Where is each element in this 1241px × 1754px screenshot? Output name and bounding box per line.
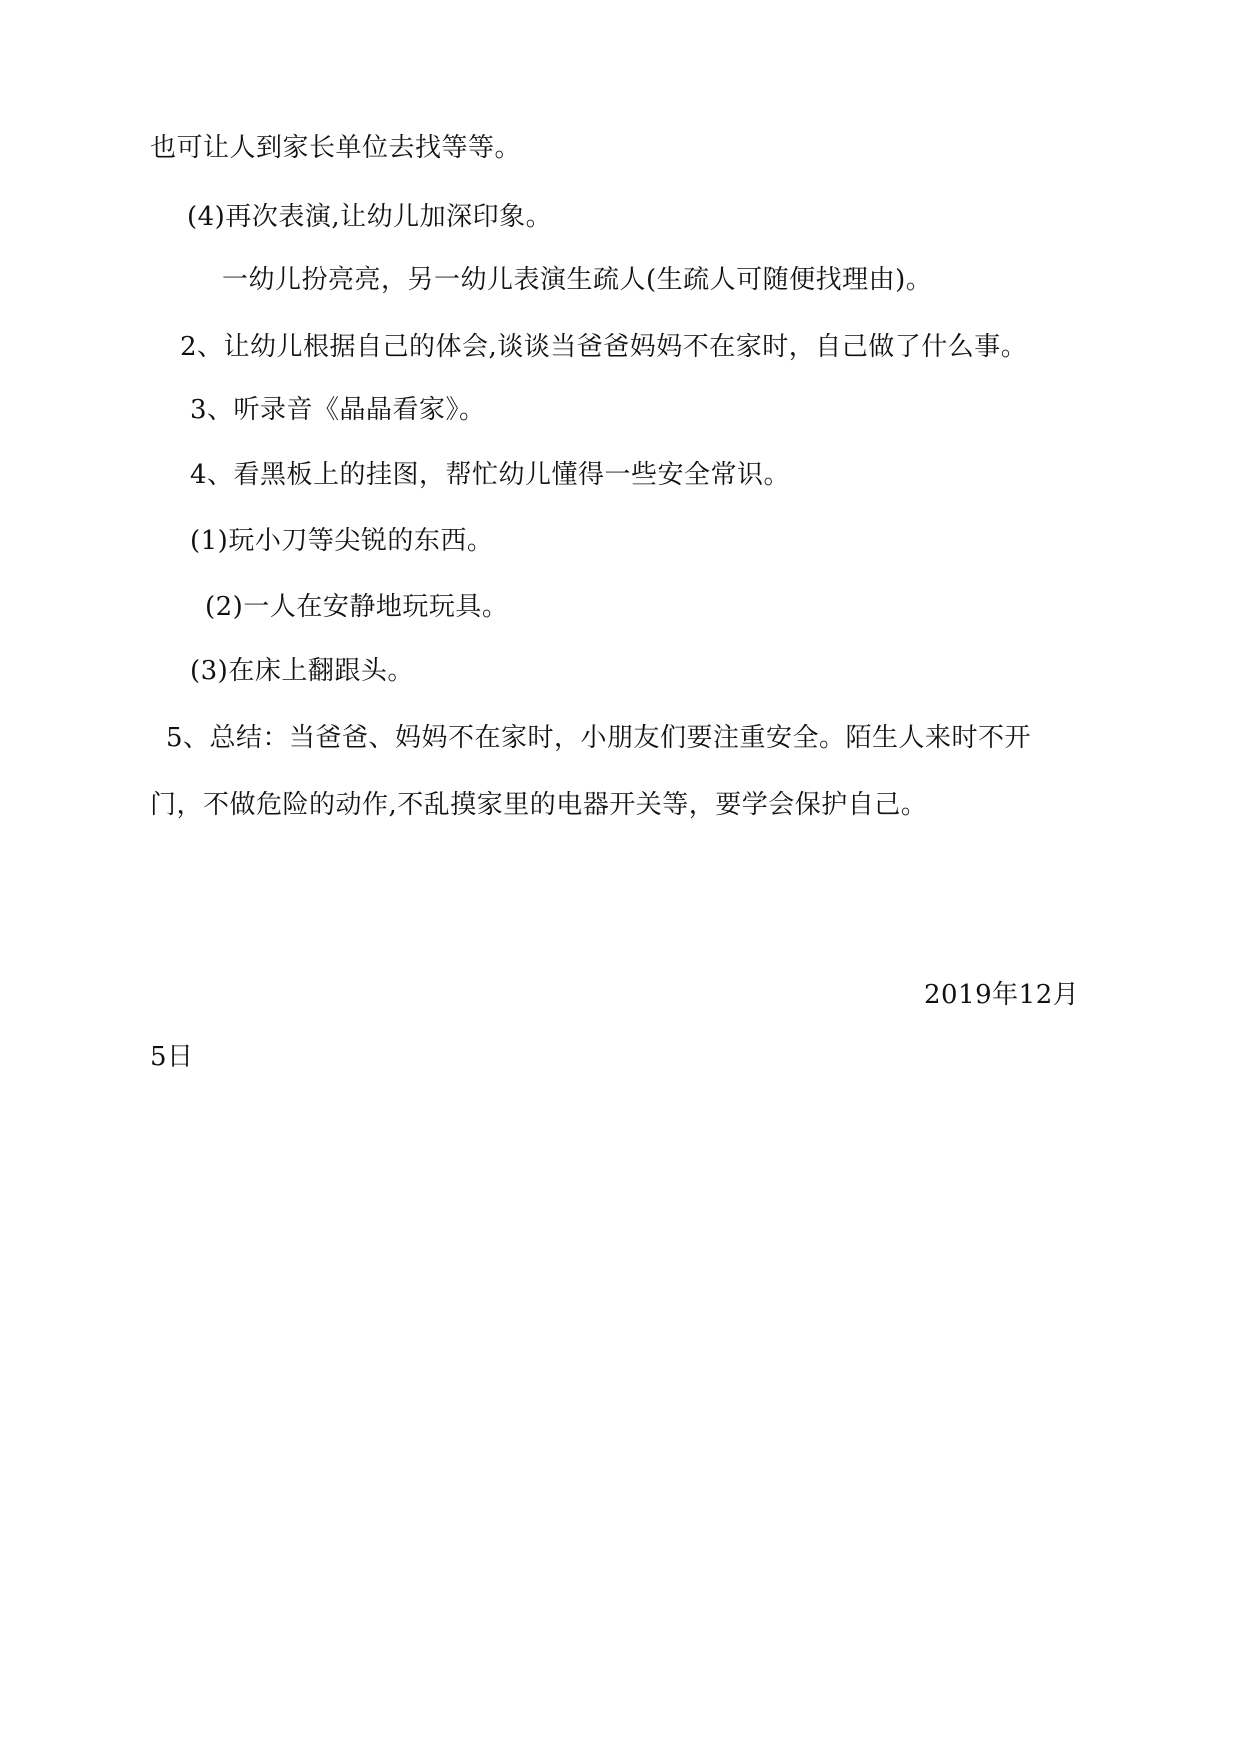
body-line-8: (2)一人在安静地玩玩具。 xyxy=(205,592,509,622)
date-line-1: 2019年12月 xyxy=(924,980,1080,1010)
body-line-7: (1)玩小刀等尖锐的东西。 xyxy=(190,526,494,556)
body-line-6: 4、看黑板上的挂图，帮忙幼儿懂得一些安全常识。 xyxy=(190,460,791,490)
body-line-1: 也可让人到家长单位去找等等。 xyxy=(150,133,522,163)
body-line-11: 门，不做危险的动作,不乱摸家里的电器开关等，要学会保护自己。 xyxy=(150,790,928,820)
body-line-2: (4)再次表演,让幼儿加深印象。 xyxy=(187,202,553,232)
body-line-9: (3)在床上翻跟头。 xyxy=(190,656,414,686)
body-line-5: 3、听录音《晶晶看家》。 xyxy=(190,395,486,425)
body-line-10: 5、总结：当爸爸、妈妈不在家时，小朋友们要注重安全。陌生人来时不开 xyxy=(166,723,1032,753)
body-line-3: 一幼儿扮亮亮，另一幼儿表演生疏人(生疏人可随便找理由)。 xyxy=(222,265,933,295)
date-line-2: 5日 xyxy=(150,1042,194,1072)
body-line-4: 2、让幼儿根据自己的体会,谈谈当爸爸妈妈不在家时，自己做了什么事。 xyxy=(180,332,1028,362)
